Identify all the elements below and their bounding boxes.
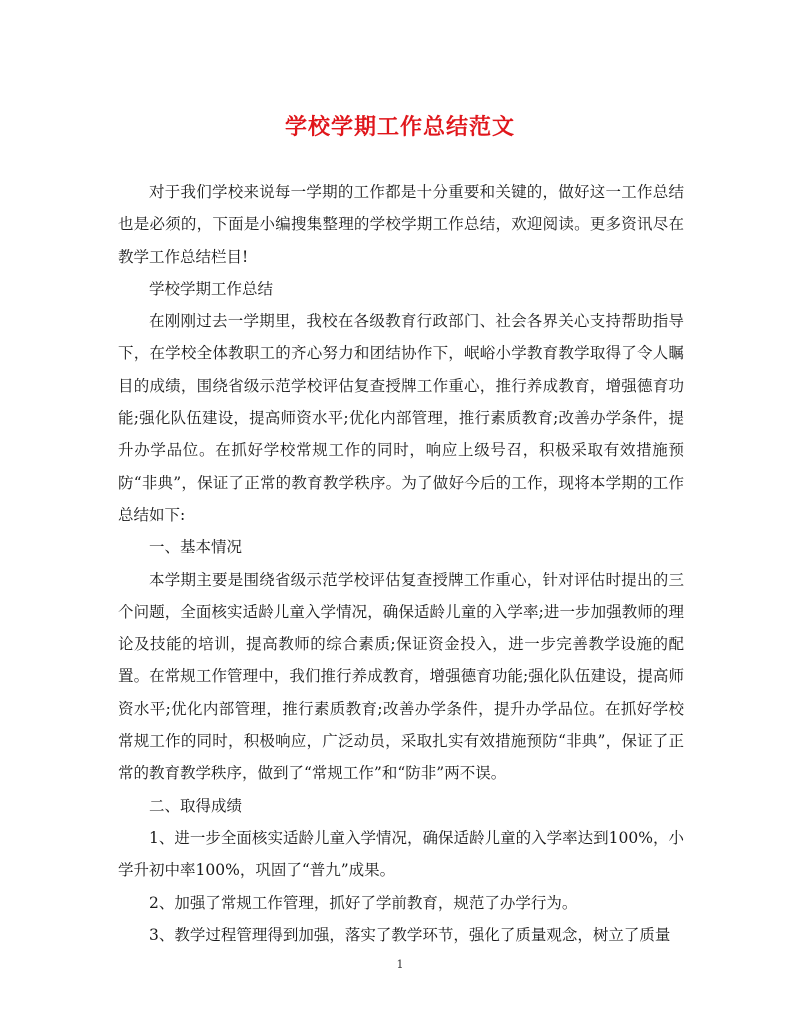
achievement-item-1: 1、进一步全面核实适龄儿童入学情况，确保适龄儿童的入学率达到100%，小学升初中率100%，巩固了“普九”成果。 (118, 828, 684, 880)
heading-achievements: 二、取得成绩 (149, 796, 243, 815)
summary-paragraph: 在刚刚过去一学期里，我校在各级教育行政部门、社会各界关心支持帮助指导下，在学校全体教职工的齐心努力和团结协作下，岷峪小学教育教学取得了令人瞩目的成绩，围绕省级示范学校评估复查授牌工作重心，推行养成教育，增强德育功能;强化队伍建设，提高师资水平;优化内部管理，推行素质教育;改善办学条件，提升办学品位。在抓好学校常规工作的同时，响应上级号召，积极采取有效措施预防“非典”，保证了正常的教育教学秩序。为了做好今后的工作，现将本学期的工作总结如下: (118, 312, 684, 524)
document-title: 学校学期工作总结范文 (284, 114, 515, 140)
basic-situation-paragraph: 本学期主要是围绕省级示范学校评估复查授牌工作重心，针对评估时提出的三个问题，全面核实适龄儿童入学情况，确保适龄儿童的入学率;进一步加强教师的理论及技能的培训，提高教师的综合素质;保证资金投入，进一步完善教学设施的配置。在常规工作管理中，我们推行养成教育，增强德育功能;强化队伍建设，提高师资水平;优化内部管理，推行素质教育;改善办学条件，提升办学品位。在抓好学校常规工作的同时，积极响应，广泛动员，采取扎实有效措施预防“非典”，保证了正常的教育教学秩序，做到了“常规工作”和“防非”两不误。 (118, 570, 684, 783)
page-number: 1 (396, 958, 404, 971)
heading-basic-situation: 一、基本情况 (149, 538, 243, 557)
achievement-item-2: 2、加强了常规工作管理，抓好了学前教育，规范了办学行为。 (149, 893, 578, 912)
section-subtitle: 学校学期工作总结 (149, 279, 274, 298)
document-body (118, 176, 684, 951)
achievement-item-3: 3、教学过程管理得到加强，落实了教学环节，强化了质量观念，树立了质量 (149, 925, 671, 944)
intro-paragraph: 对于我们学校来说每一学期的工作都是十分重要和关键的，做好这一工作总结也是必须的，下面是小编搜集整理的学校学期工作总结，欢迎阅读。更多资讯尽在教学工作总结栏目! (118, 183, 684, 266)
